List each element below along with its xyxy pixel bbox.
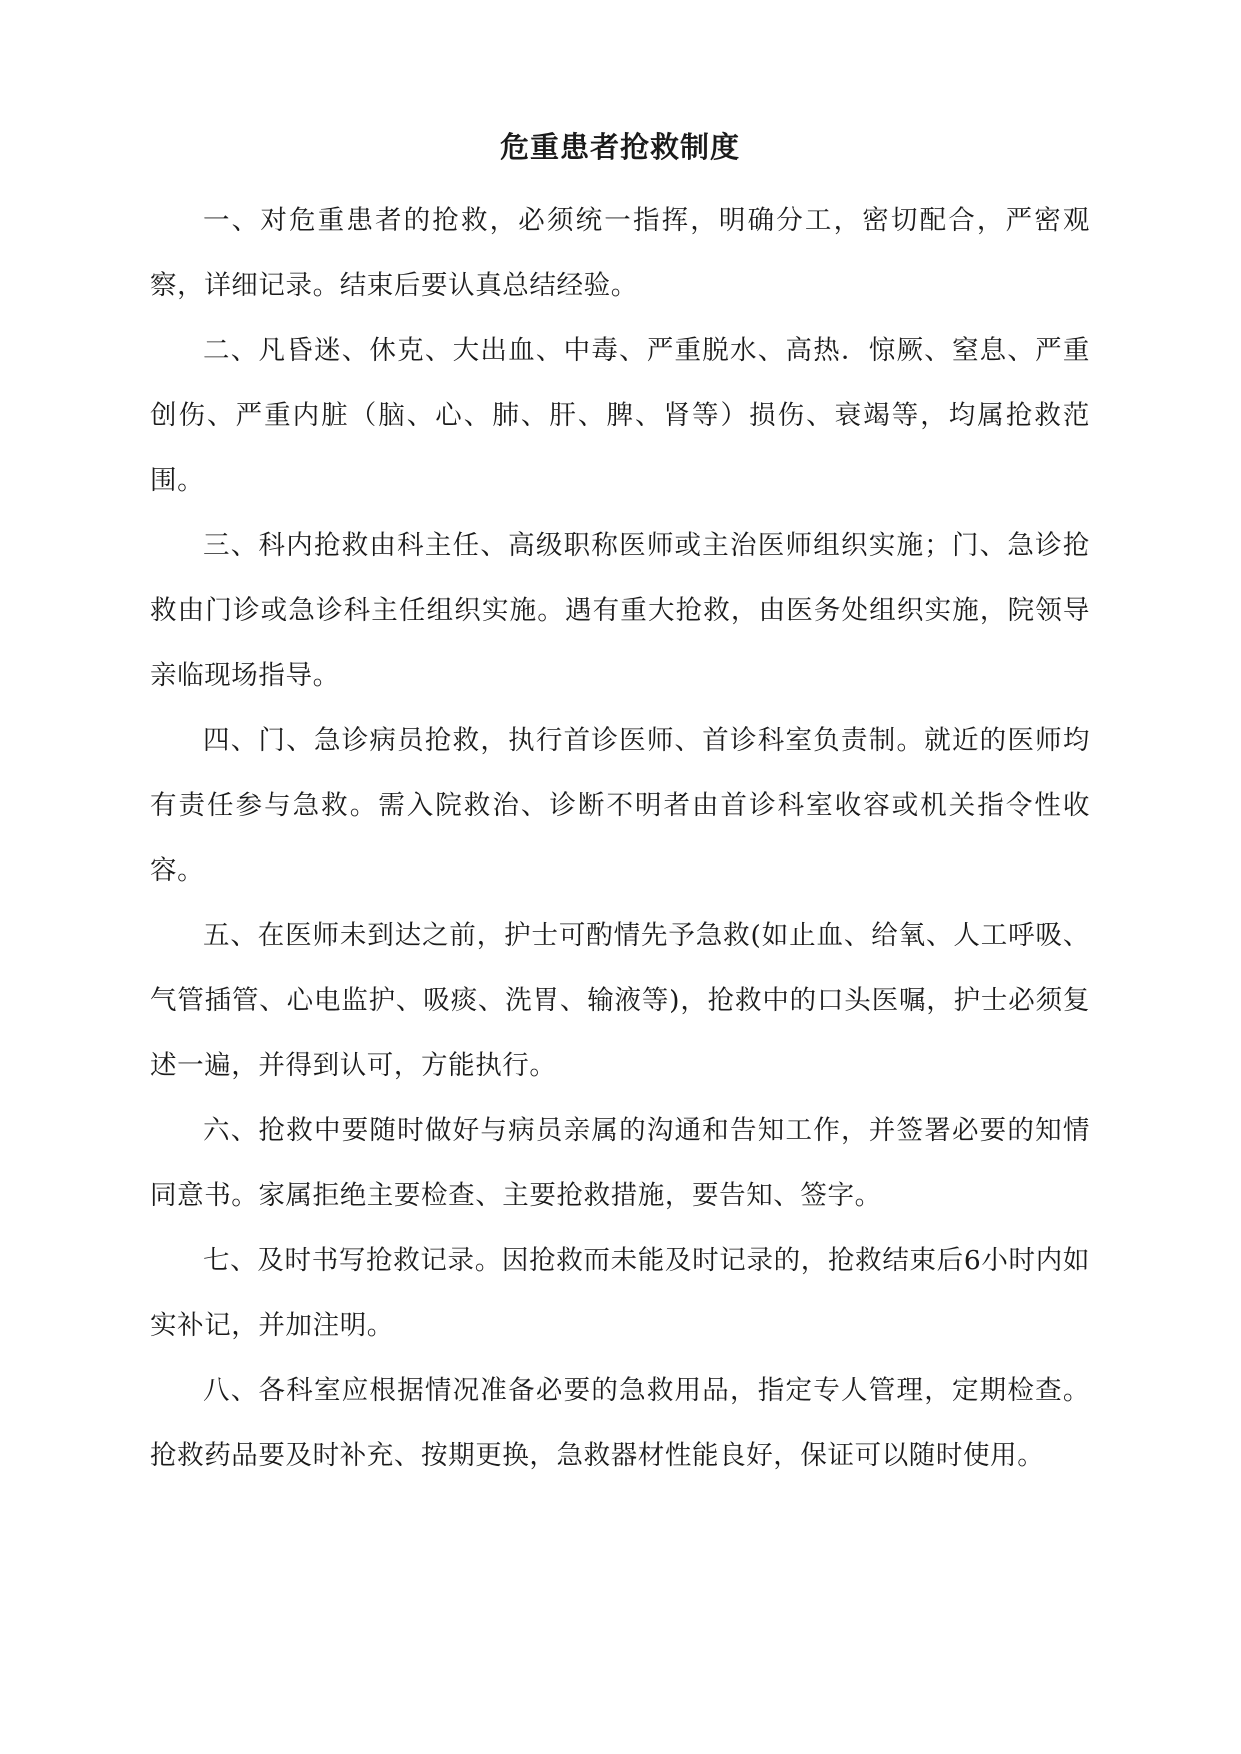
document-page bbox=[150, 122, 1090, 1488]
paragraph-8: 八、各科室应根据情况准备必要的急救用品，指定专人管理，定期检查。抢救药品要及时补充、按期更换，急救器材性能良好，保证可以随时使用。 bbox=[150, 1375, 1090, 1471]
paragraph-1: 一、对危重患者的抢救，必须统一指挥，明确分工，密切配合，严密观察，详细记录。结束后要认真总结经验。 bbox=[150, 205, 1090, 301]
paragraph-5: 五、在医师未到达之前，护士可酌情先予急救(如止血、给氧、人工呼吸、气管插管、心电监护、吸痰、洗胃、输液等)，抢救中的口头医嘱，护士必须复述一遍，并得到认可，方能执行。 bbox=[150, 920, 1090, 1081]
paragraph-7: 七、及时书写抢救记录。因抢救而未能及时记录的，抢救结束后6小时内如实补记，并加注明。 bbox=[150, 1245, 1090, 1341]
paragraph-6: 六、抢救中要随时做好与病员亲属的沟通和告知工作，并签署必要的知情同意书。家属拒绝主要检查、主要抢救措施，要告知、签字。 bbox=[150, 1115, 1090, 1211]
paragraph-4: 四、门、急诊病员抢救，执行首诊医师、首诊科室负责制。就近的医师均有责任参与急救。需入院救治、诊断不明者由首诊科室收容或机关指令性收容。 bbox=[150, 725, 1090, 886]
document-title: 危重患者抢救制度 bbox=[499, 130, 740, 164]
paragraph-2: 二、凡昏迷、休克、大出血、中毒、严重脱水、高热．惊厥、窒息、严重创伤、严重内脏（脑、心、肺、肝、脾、肾等）损伤、衰竭等，均属抢救范围。 bbox=[150, 335, 1090, 496]
paragraph-3: 三、科内抢救由科主任、高级职称医师或主治医师组织实施；门、急诊抢救由门诊或急诊科主任组织实施。遇有重大抢救，由医务处组织实施，院领导亲临现场指导。 bbox=[150, 530, 1090, 691]
